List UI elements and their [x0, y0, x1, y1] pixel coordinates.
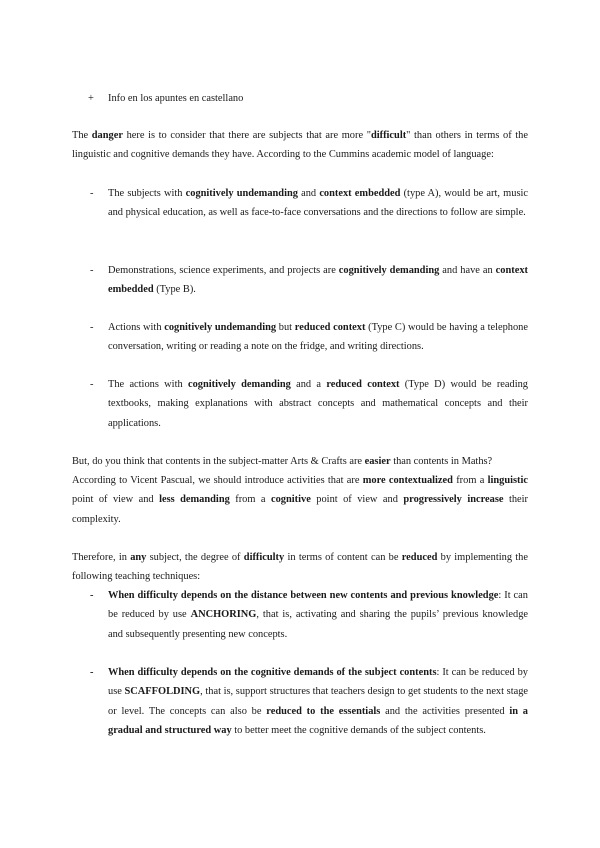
dash-marker: -: [90, 667, 94, 678]
plus-bullet-marker: +: [88, 93, 94, 104]
question-line: But, do you think that contents in the subject-matter Arts & Crafts are easier than contents in Maths?: [72, 456, 493, 467]
dash-marker: -: [90, 265, 94, 276]
anchoring-item: When difficulty depends on the distance between new contents and previous knowledge: It can be reduced by use ANCHORING, that is, activating and sharing the pupils’ previous knowledge and subsequently presenting new concepts.: [108, 590, 528, 640]
scaffolding-item: When difficulty depends on the cognitive demands of the subject contents: It can be reduced by use SCAFFOLDING, that is, support structures that teachers design to get students to the next stage or level. The concepts can also be reduced to the essentials and the activities presented in a gradual and structured way to better meet the cognitive demands of the subject contents.: [108, 667, 529, 737]
type-a-item: The subjects with cognitively undemanding and context embedded (type A), would be art, music and physical education, as well as face-to-face conversations and the directions to follow are simple.: [108, 188, 528, 219]
type-b-item: Demonstrations, science experiments, and projects are cognitively demanding and have an context embedded (Type B).: [108, 265, 528, 296]
type-c-item: Actions with cognitively undemanding but reduced context (Type C) would be having a telephone conversation, writing or reading a note on the fridge, and writing directions.: [108, 322, 528, 353]
dash-marker: -: [90, 322, 94, 333]
bullet-note: Info en los apuntes en castellano: [108, 93, 244, 104]
dash-marker: -: [90, 590, 94, 601]
intro-paragraph: The danger here is to consider that there are subjects that are more "difficult" than others in terms of the linguistic and cognitive demands they have. According to the Cummins academic model of language:: [72, 130, 528, 161]
type-d-item: The actions with cognitively demanding and a reduced context (Type D) would be reading textbooks, making explanations with abstract concepts and mathematical concepts and their applications.: [108, 379, 528, 429]
dash-marker: -: [90, 188, 94, 199]
dash-marker: -: [90, 379, 94, 390]
pascual-paragraph: According to Vicent Pascual, we should introduce activities that are more contextualized from a linguistic point of view and less demanding from a cognitive point of view and progressively increase their complexity.: [72, 475, 529, 525]
therefore-paragraph: Therefore, in any subject, the degree of difficulty in terms of content can be reduced by implementing the following teaching techniques:: [72, 552, 528, 583]
